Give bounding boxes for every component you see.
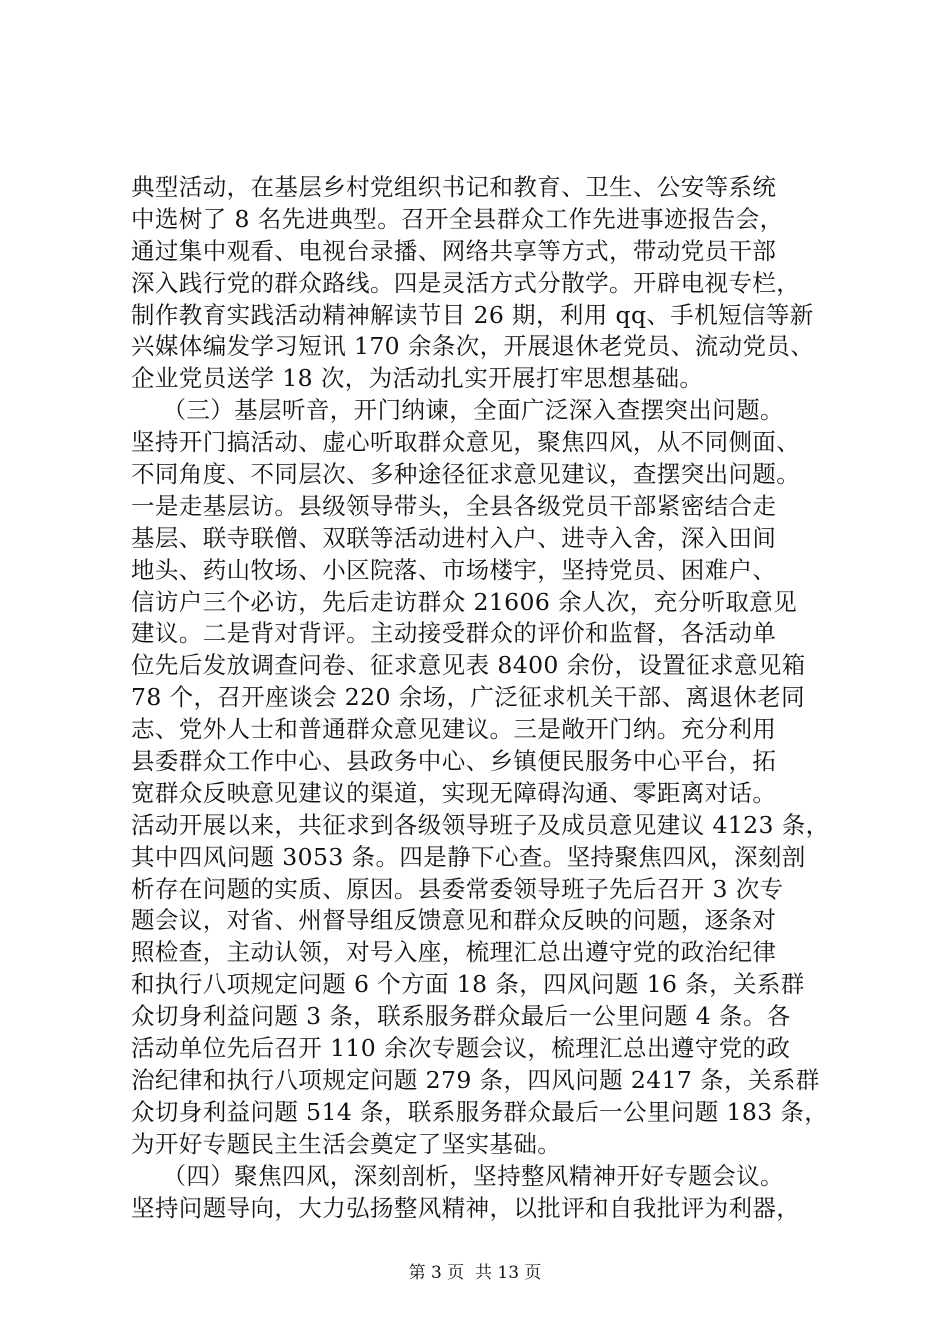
text-line: 众切身利益问题 514 条，联系服务群众最后一公里问题 183 条，: [131, 1097, 829, 1126]
text-line: 坚持开门搞活动、虚心听取群众意见，聚焦四风，从不同侧面、: [131, 428, 801, 457]
text-line: 兴媒体编发学习短讯 170 余条次，开展退休老党员、流动党员、: [131, 332, 815, 361]
text-line: 其中四风问题 3053 条。四是静下心查。坚持聚焦四风，深刻剖: [131, 842, 806, 871]
text-line: 制作教育实践活动精神解读节目 26 期，利用 qq、手机短信等新: [131, 300, 814, 329]
text-line: （三）基层听音，开门纳谏，全面广泛深入查摆突出问题。: [131, 396, 784, 425]
text-line: 企业党员送学 18 次，为活动扎实开展打牢思想基础。: [131, 364, 704, 393]
text-line: 县委群众工作中心、县政务中心、乡镇便民服务中心平台，拓: [131, 747, 777, 776]
text-line: 析存在问题的实质、原因。县委常委领导班子先后召开 3 次专: [131, 874, 784, 903]
text-line: 照检查，主动认领，对号入座，梳理汇总出遵守党的政治纪律: [131, 938, 777, 967]
text-line: 志、党外人士和普通群众意见建议。三是敞开门纳。充分利用: [131, 715, 777, 744]
text-line: 一是走基层访。县级领导带头，全县各级党员干部紧密结合走: [131, 491, 777, 520]
text-line: 众切身利益问题 3 条，联系服务群众最后一公里问题 4 条。各: [131, 1002, 791, 1031]
page-footer: [0, 1258, 950, 1283]
text-line: 宽群众反映意见建议的渠道，实现无障碍沟通、零距离对话。: [131, 778, 777, 807]
text-line: 坚持问题导向，大力弘扬整风精神，以批评和自我批评为利器，: [131, 1193, 801, 1222]
text-line: 活动开展以来，共征求到各级领导班子及成员意见建议 4123 条，: [131, 810, 830, 839]
text-line: 基层、联寺联僧、双联等活动进村入户、进寺入舍，深入田间: [131, 523, 777, 552]
text-line: 通过集中观看、电视台录播、网络共享等方式，带动党员干部: [131, 236, 777, 265]
text-line: 典型活动，在基层乡村党组织书记和教育、卫生、公安等系统: [131, 173, 777, 201]
text-line: 深入践行党的群众路线。四是灵活方式分散学。开辟电视专栏，: [131, 268, 801, 297]
text-line: 题会议，对省、州督导组反馈意见和群众反映的问题，逐条对: [131, 906, 777, 935]
text-line: 治纪律和执行八项规定问题 279 条，四风问题 2417 条，关系群: [131, 1065, 820, 1094]
text-line: 活动单位先后召开 110 余次专题会议，梳理汇总出遵守党的政: [131, 1034, 791, 1063]
text-line: 和执行八项规定问题 6 个方面 18 条，四风问题 16 条，关系群: [131, 970, 805, 999]
text-line: （四）聚焦四风，深刻剖析，坚持整风精神开好专题会议。: [131, 1161, 784, 1190]
text-line: 不同角度、不同层次、多种途径征求意见建议，查摆突出问题。: [131, 460, 801, 489]
document-body: [131, 172, 831, 1224]
text-line: 地头、药山牧场、小区院落、市场楼宇，坚持党员、困难户、: [131, 555, 777, 584]
page-number: 第 3 页 共 13 页: [408, 1263, 542, 1283]
text-line: 78 个，召开座谈会 220 余场，广泛征求机关干部、离退休老同: [131, 683, 805, 712]
text-line: 为开好专题民主生活会奠定了坚实基础。: [131, 1129, 562, 1158]
text-line: 信访户三个必访，先后走访群众 21606 余人次，充分听取意见: [131, 587, 798, 616]
text-line: 建议。二是背对背评。主动接受群众的评价和监督，各活动单: [131, 619, 777, 648]
text-line: 位先后发放调查问卷、征求意见表 8400 余份，设置征求意见箱: [131, 651, 806, 680]
text-line: 中选树了 8 名先进典型。召开全县群众工作先进事迹报告会，: [131, 204, 784, 233]
